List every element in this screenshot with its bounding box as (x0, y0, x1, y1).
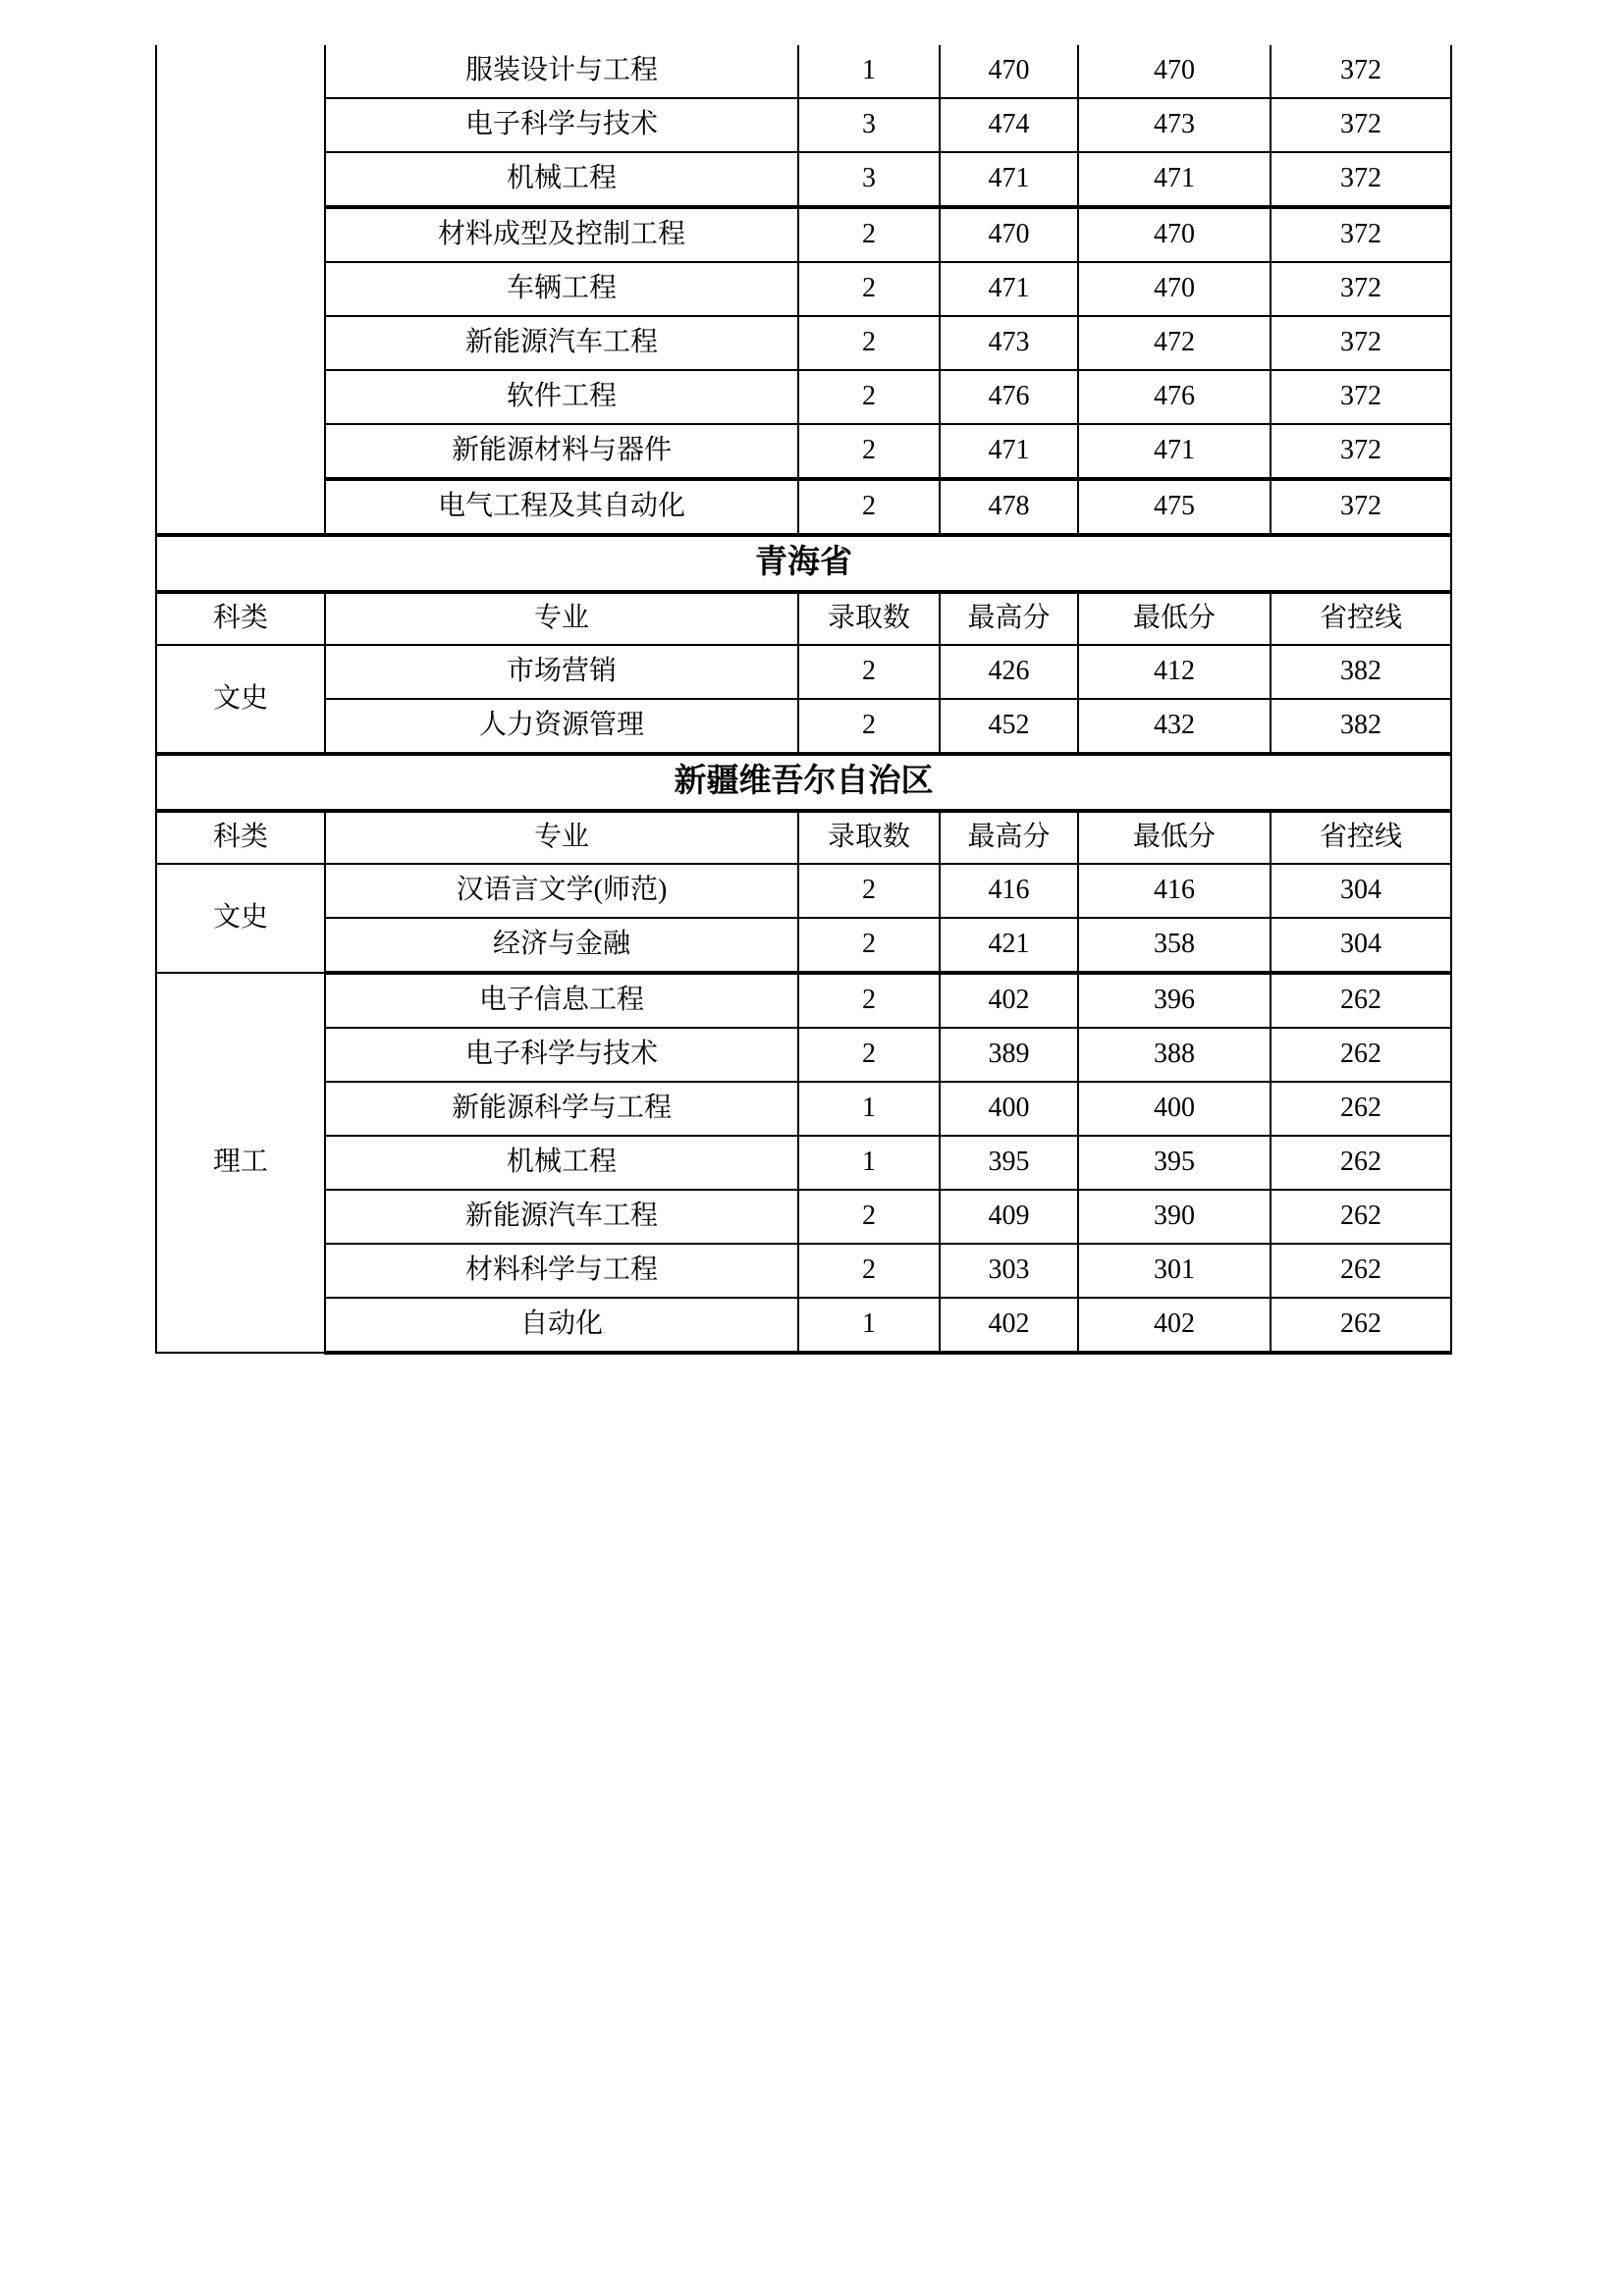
cell-province-line: 304 (1271, 918, 1451, 973)
cell-count: 2 (798, 645, 940, 699)
cell-max-score: 470 (940, 207, 1078, 262)
cell-province-line: 262 (1271, 1190, 1451, 1244)
cell-major: 新能源汽车工程 (325, 316, 798, 370)
cell-major: 电子信息工程 (325, 973, 798, 1028)
cell-count: 2 (798, 424, 940, 479)
column-header-row (156, 811, 1451, 864)
table-row (156, 1082, 1451, 1136)
cell-major: 电气工程及其自动化 (325, 479, 798, 535)
cell-min-score: 301 (1078, 1244, 1271, 1298)
cell-major: 电子科学与技术 (325, 1028, 798, 1082)
cell-min-score: 432 (1078, 699, 1271, 754)
cell-count: 2 (798, 1190, 940, 1244)
table-row (156, 207, 1451, 262)
cell-province-line: 262 (1271, 1298, 1451, 1353)
cell-province-line: 382 (1271, 645, 1451, 699)
column-header-row (156, 592, 1451, 645)
table-row (156, 45, 1451, 98)
cell-count: 2 (798, 1244, 940, 1298)
cell-major: 机械工程 (325, 1136, 798, 1190)
cell-max-score: 416 (940, 864, 1078, 918)
cell-major: 汉语言文学(师范) (325, 864, 798, 918)
cell-max-score: 402 (940, 1298, 1078, 1353)
cell-count: 2 (798, 973, 940, 1028)
cell-min-score: 416 (1078, 864, 1271, 918)
table-row (156, 479, 1451, 535)
cell-province-line: 372 (1271, 262, 1451, 316)
cell-province-line: 262 (1271, 1136, 1451, 1190)
cell-province-line: 372 (1271, 98, 1451, 152)
cell-province-line: 372 (1271, 479, 1451, 535)
cell-province-line: 304 (1271, 864, 1451, 918)
table-row (156, 973, 1451, 1028)
category-cell (156, 45, 325, 535)
cell-max-score: 409 (940, 1190, 1078, 1244)
cell-min-score: 395 (1078, 1136, 1271, 1190)
cell-province-line: 262 (1271, 973, 1451, 1028)
cell-province-line: 372 (1271, 424, 1451, 479)
cell-min-score: 396 (1078, 973, 1271, 1028)
cell-count: 1 (798, 1136, 940, 1190)
cell-count: 2 (798, 370, 940, 424)
table-row (156, 1136, 1451, 1190)
table-row (156, 316, 1451, 370)
cell-province-line: 262 (1271, 1244, 1451, 1298)
cell-count: 1 (798, 45, 940, 98)
table-row (156, 152, 1451, 207)
cell-max-score: 470 (940, 45, 1078, 98)
table-row (156, 424, 1451, 479)
column-header-4: 最低分 (1078, 592, 1271, 645)
cell-count: 1 (798, 1298, 940, 1353)
cell-major: 材料成型及控制工程 (325, 207, 798, 262)
column-header-2: 录取数 (798, 592, 940, 645)
cell-count: 2 (798, 864, 940, 918)
cell-min-score: 390 (1078, 1190, 1271, 1244)
cell-count: 1 (798, 1082, 940, 1136)
cell-province-line: 382 (1271, 699, 1451, 754)
cell-max-score: 452 (940, 699, 1078, 754)
cell-max-score: 471 (940, 152, 1078, 207)
cell-max-score: 473 (940, 316, 1078, 370)
table-row (156, 98, 1451, 152)
cell-major: 车辆工程 (325, 262, 798, 316)
cell-max-score: 303 (940, 1244, 1078, 1298)
table-row (156, 645, 1451, 699)
province-title-row (156, 754, 1451, 811)
cell-max-score: 426 (940, 645, 1078, 699)
cell-min-score: 470 (1078, 207, 1271, 262)
category-cell: 文史 (156, 645, 325, 754)
cell-max-score: 474 (940, 98, 1078, 152)
cell-min-score: 402 (1078, 1298, 1271, 1353)
cell-min-score: 476 (1078, 370, 1271, 424)
column-header-3: 最高分 (940, 811, 1078, 864)
cell-province-line: 372 (1271, 316, 1451, 370)
cell-min-score: 471 (1078, 424, 1271, 479)
cell-province-line: 372 (1271, 370, 1451, 424)
table-row (156, 262, 1451, 316)
cell-max-score: 471 (940, 424, 1078, 479)
table-row (156, 1190, 1451, 1244)
column-header-4: 最低分 (1078, 811, 1271, 864)
cell-major: 机械工程 (325, 152, 798, 207)
cell-max-score: 476 (940, 370, 1078, 424)
column-header-5: 省控线 (1271, 592, 1451, 645)
column-header-3: 最高分 (940, 592, 1078, 645)
cell-count: 3 (798, 98, 940, 152)
table-row (156, 1298, 1451, 1353)
table-row (156, 918, 1451, 973)
cell-major: 市场营销 (325, 645, 798, 699)
cell-count: 2 (798, 316, 940, 370)
column-header-0: 科类 (156, 811, 325, 864)
province-title: 新疆维吾尔自治区 (156, 754, 1451, 811)
cell-major: 软件工程 (325, 370, 798, 424)
cell-min-score: 412 (1078, 645, 1271, 699)
table-row (156, 1244, 1451, 1298)
cell-min-score: 388 (1078, 1028, 1271, 1082)
cell-max-score: 478 (940, 479, 1078, 535)
cell-count: 2 (798, 207, 940, 262)
cell-major: 新能源材料与器件 (325, 424, 798, 479)
category-cell: 理工 (156, 973, 325, 1353)
cell-count: 3 (798, 152, 940, 207)
cell-province-line: 262 (1271, 1082, 1451, 1136)
cell-max-score: 400 (940, 1082, 1078, 1136)
table-body (156, 45, 1451, 1353)
cell-min-score: 475 (1078, 479, 1271, 535)
admission-score-table (155, 45, 1452, 1355)
cell-major: 自动化 (325, 1298, 798, 1353)
cell-count: 2 (798, 479, 940, 535)
cell-major: 材料科学与工程 (325, 1244, 798, 1298)
cell-max-score: 421 (940, 918, 1078, 973)
cell-count: 2 (798, 1028, 940, 1082)
cell-major: 服装设计与工程 (325, 45, 798, 98)
cell-major: 电子科学与技术 (325, 98, 798, 152)
column-header-1: 专业 (325, 811, 798, 864)
province-title: 青海省 (156, 535, 1451, 592)
table-row (156, 864, 1451, 918)
cell-province-line: 262 (1271, 1028, 1451, 1082)
table-row (156, 370, 1451, 424)
cell-max-score: 402 (940, 973, 1078, 1028)
cell-count: 2 (798, 699, 940, 754)
column-header-5: 省控线 (1271, 811, 1451, 864)
cell-min-score: 473 (1078, 98, 1271, 152)
table-row (156, 699, 1451, 754)
column-header-0: 科类 (156, 592, 325, 645)
cell-major: 新能源科学与工程 (325, 1082, 798, 1136)
province-title-row (156, 535, 1451, 592)
cell-count: 2 (798, 262, 940, 316)
column-header-1: 专业 (325, 592, 798, 645)
cell-province-line: 372 (1271, 45, 1451, 98)
cell-major: 经济与金融 (325, 918, 798, 973)
cell-province-line: 372 (1271, 207, 1451, 262)
table-row (156, 1028, 1451, 1082)
cell-major: 新能源汽车工程 (325, 1190, 798, 1244)
cell-min-score: 358 (1078, 918, 1271, 973)
cell-min-score: 471 (1078, 152, 1271, 207)
column-header-2: 录取数 (798, 811, 940, 864)
cell-min-score: 470 (1078, 262, 1271, 316)
cell-count: 2 (798, 918, 940, 973)
cell-major: 人力资源管理 (325, 699, 798, 754)
cell-min-score: 470 (1078, 45, 1271, 98)
cell-min-score: 400 (1078, 1082, 1271, 1136)
cell-min-score: 472 (1078, 316, 1271, 370)
cell-max-score: 389 (940, 1028, 1078, 1082)
cell-max-score: 395 (940, 1136, 1078, 1190)
cell-max-score: 471 (940, 262, 1078, 316)
cell-province-line: 372 (1271, 152, 1451, 207)
category-cell: 文史 (156, 864, 325, 973)
